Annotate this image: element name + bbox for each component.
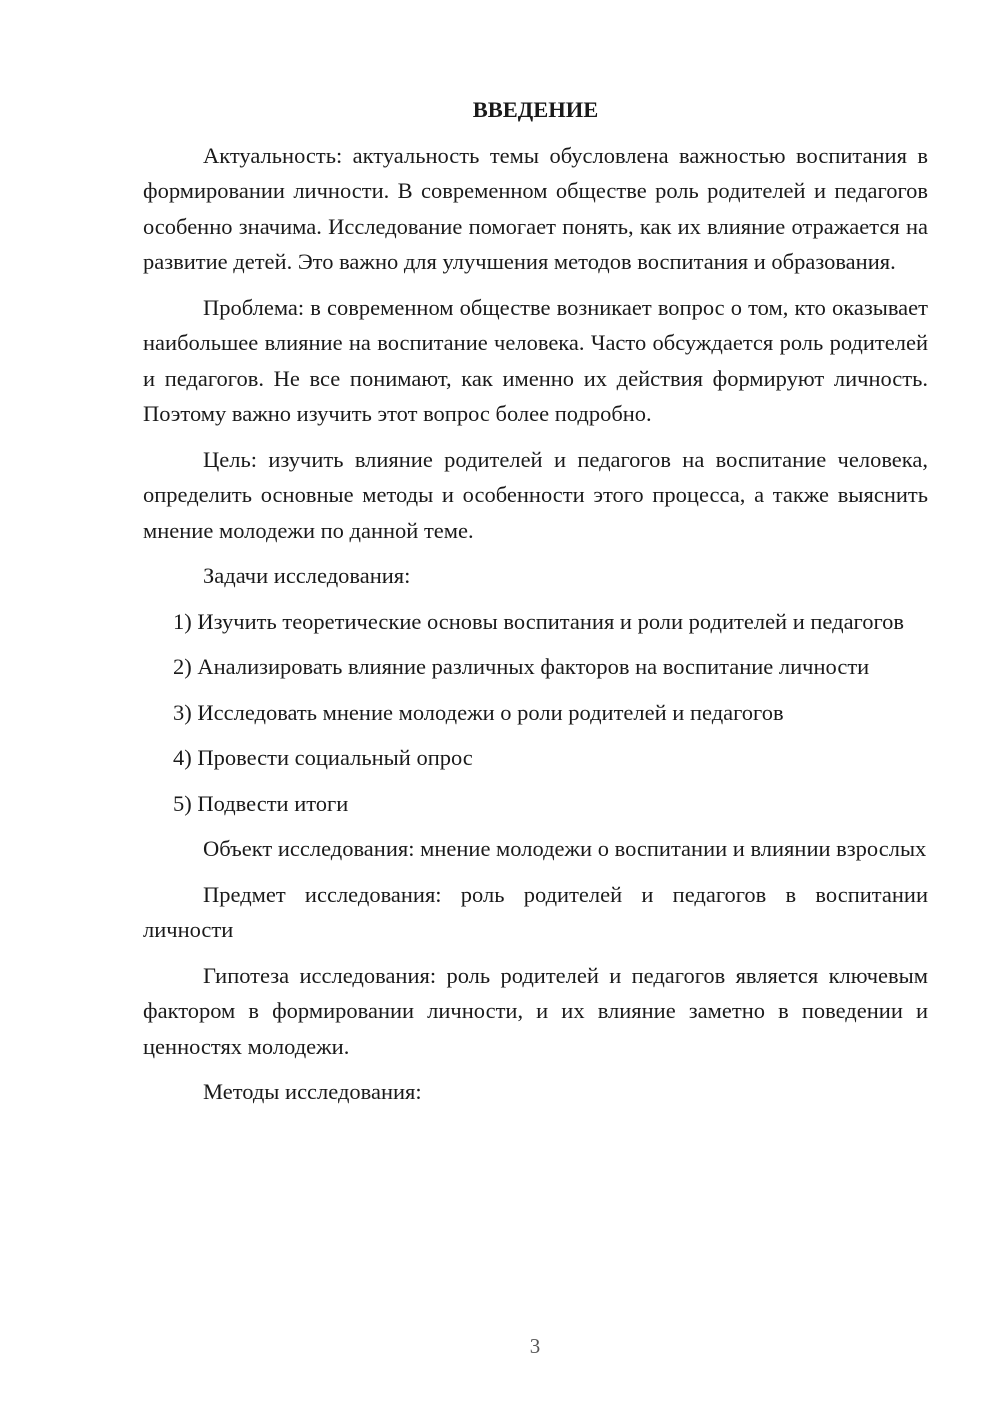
- task-item-3: 3) Исследовать мнение молодежи о роли родителей и педагогов: [173, 699, 784, 725]
- task-item-5: 5) Подвести итоги: [173, 790, 349, 816]
- paragraph-object: Объект исследования: мнение молодежи о воспитании и влиянии взрослых: [203, 836, 927, 861]
- paragraph-tasks-heading: Задачи исследования:: [203, 563, 411, 588]
- page-number: 3: [529, 1334, 541, 1358]
- task-item-1: 1) Изучить теоретические основы воспитания и роли родителей и педагогов: [173, 608, 905, 634]
- task-item-4: 4) Провести социальный опрос: [173, 745, 473, 770]
- paragraph-methods-heading: Методы исследования:: [203, 1079, 422, 1104]
- paragraph-problem: Проблема: в современном обществе возникает вопрос о том, кто оказывает наибольшее влияние на воспитание человека. Часто обсуждается роль родителей и педагогов. Не все понимают, как именно их действия формируют личность. Поэтому важно изучить этот вопрос более подробно.: [143, 294, 928, 426]
- paragraph-subject: Предмет исследования: роль родителей и педагогов в воспитании личности: [143, 881, 928, 942]
- page-title: ВВЕДЕНИЕ: [472, 97, 599, 122]
- task-item-2: 2) Анализировать влияние различных факторов на воспитание личности: [173, 654, 870, 679]
- paragraph-hypothesis: Гипотеза исследования: роль родителей и педагогов является ключевым фактором в формировании личности, и их влияние заметно в поведении и ценностях молодежи.: [143, 962, 928, 1059]
- paragraph-relevance: Актуальность: актуальность темы обусловлена важностью воспитания в формировании личности. В современном обществе роль родителей и педагогов особенно значима. Исследование помогает понять, как их влияние отражается на развитие детей. Это важно для улучшения методов воспитания и образования.: [143, 142, 928, 274]
- page-content: [143, 92, 928, 1120]
- paragraph-goal: Цель: изучить влияние родителей и педагогов на воспитание человека, определить основные методы и особенности этого процесса, а также выяснить мнение молодежи по данной теме.: [143, 446, 928, 543]
